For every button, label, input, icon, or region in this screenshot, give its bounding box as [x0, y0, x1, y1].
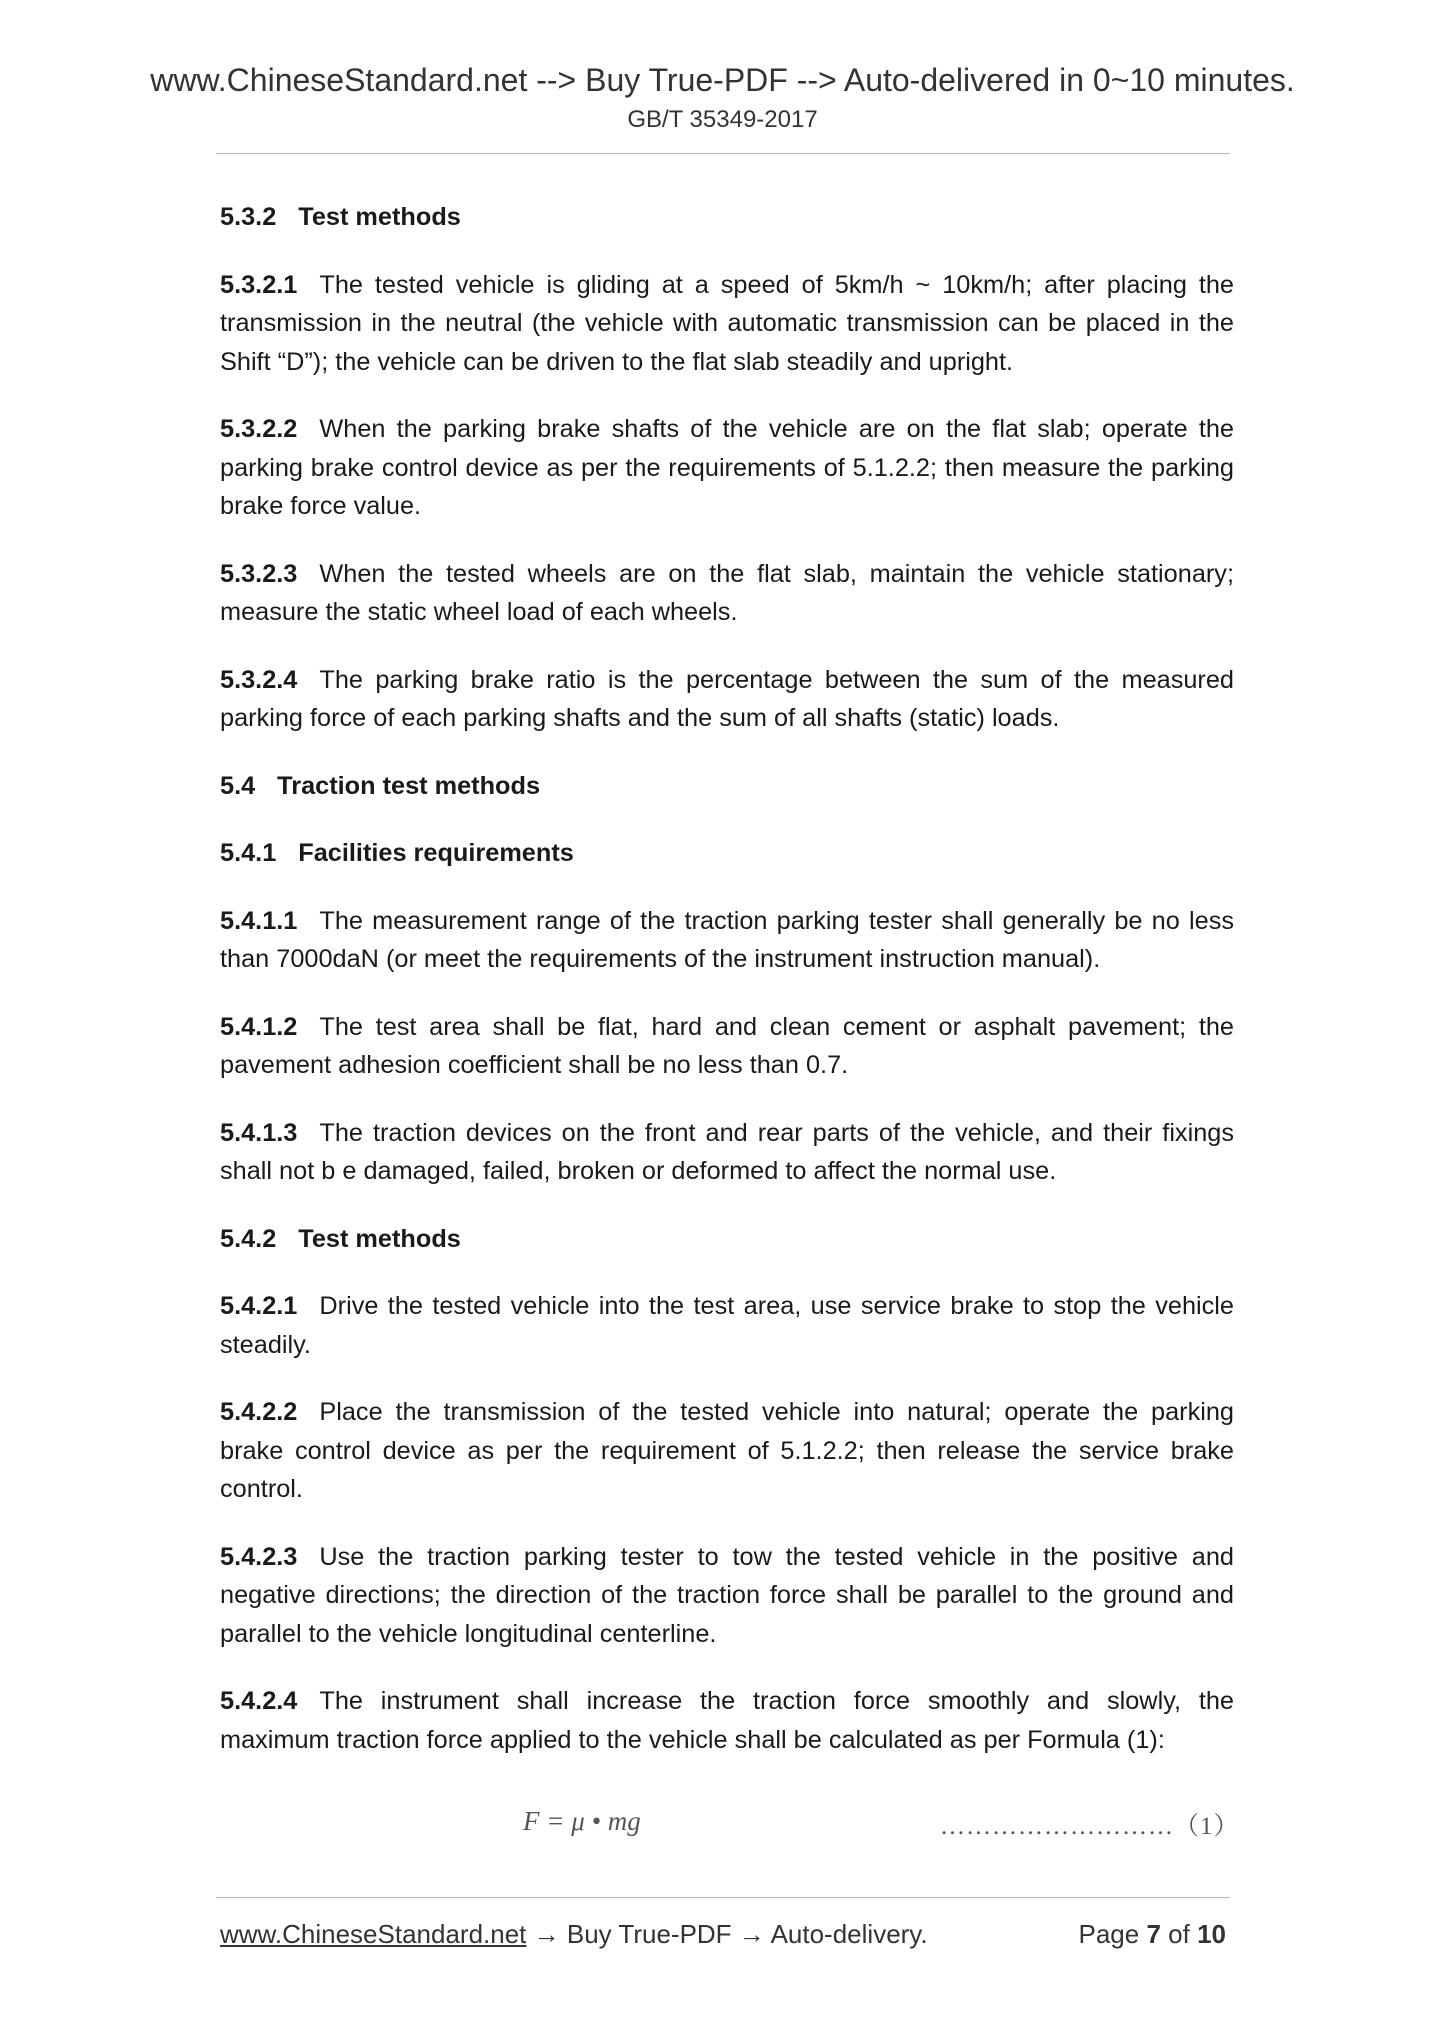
section-heading [220, 767, 1234, 806]
clause-paragraph [220, 1682, 1234, 1759]
clause-text: Drive the tested vehicle into the test area, use service brake to stop the vehicle steadily. [220, 1292, 1234, 1359]
clause-number: 5.3.2 [220, 203, 277, 231]
clause-number: 5.3.2.3 [220, 559, 298, 588]
footer-promo [220, 1919, 928, 1950]
page-of: of [1168, 1919, 1190, 1949]
clause-paragraph [220, 1008, 1234, 1085]
clause-paragraph [220, 1287, 1234, 1364]
clause-number: 5.3.2.2 [220, 415, 298, 443]
formula-1 [0, 1806, 1445, 1846]
clause-text: The test area shall be flat, hard and clean cement or asphalt pavement; the pavement adhesion coefficient shall be no less than 0.7. [220, 1012, 1234, 1079]
clause-number: 5.4.2.1 [220, 1292, 298, 1320]
clause-text: Use the traction parking tester to tow the tested vehicle in the positive and negative directions; the direction of the traction force shall be parallel to the ground and parallel to the vehicle longitudinal centerline. [220, 1542, 1234, 1648]
clause-number: 5.4.1.2 [220, 1012, 298, 1041]
clause-paragraph [220, 661, 1234, 738]
clause-number: 5.4.2.3 [220, 1542, 298, 1571]
clause-number: 5.4.2.2 [220, 1398, 298, 1426]
clause-number: 5.3.2.1 [220, 270, 298, 299]
clause-text: Place the transmission of the tested vehicle into natural; operate the parking brake control device as per the requirement of 5.1.2.2; then release the service brake control. [220, 1398, 1234, 1503]
section-heading [220, 198, 1234, 237]
clause-number: 5.4.1 [220, 839, 277, 867]
clause-text: The measurement range of the traction parking tester shall generally be no less than 7000daN (or meet the requirements of the instrument instruction manual). [220, 906, 1234, 973]
document-body [220, 198, 1234, 1788]
footer-tagline: → Buy True-PDF → Auto-delivery. [526, 1919, 928, 1949]
clause-paragraph [220, 1114, 1234, 1191]
clause-paragraph [220, 1538, 1234, 1654]
standard-code: GB/T 35349-2017 [627, 106, 818, 133]
clause-paragraph [220, 902, 1234, 979]
clause-paragraph [220, 1393, 1234, 1509]
clause-number: 5.4.1.3 [220, 1118, 298, 1147]
clause-text: When the parking brake shafts of the vehicle are on the flat slab; operate the parking brake control device as per the requirements of 5.1.2.2; then measure the parking brake force value. [220, 415, 1234, 520]
footer-site-link[interactable]: www.ChineseStandard.net [220, 1919, 527, 1949]
header-divider [216, 153, 1230, 154]
clause-text: The instrument shall increase the traction force smoothly and slowly, the maximum traction force applied to the vehicle shall be calculated as per Formula (1): [220, 1687, 1234, 1754]
heading-text: Test methods [298, 203, 461, 231]
clause-text: The traction devices on the front and rear parts of the vehicle, and their fixings shall not b e damaged, failed, broken or deformed to affect the normal use. [220, 1118, 1234, 1185]
section-heading [220, 1220, 1234, 1259]
clause-number: 5.4 [220, 771, 256, 800]
clause-number: 5.3.2.4 [220, 665, 298, 694]
clause-number: 5.4.1.1 [220, 906, 298, 935]
clause-text: The tested vehicle is gliding at a speed of 5km/h ~ 10km/h; after placing the transmission in the neutral (the vehicle with automatic transmission can be placed in the Shift “D”); the vehicle can be driven to the flat slab steadily and upright. [220, 270, 1234, 376]
page-indicator [1078, 1919, 1226, 1950]
clause-paragraph [220, 555, 1234, 632]
top-banner: www.ChineseStandard.net --> Buy True-PDF --> Auto-delivered in 0~10 minutes. [150, 62, 1295, 98]
formula-reference: ………………………（1） [940, 1813, 1240, 1840]
heading-text: Facilities requirements [298, 839, 574, 867]
formula-expression: F = μ • mg [523, 1806, 641, 1836]
page-current: 7 [1146, 1919, 1161, 1949]
clause-number: 5.4.2 [220, 1224, 277, 1253]
clause-number: 5.4.2.4 [220, 1687, 298, 1715]
heading-text: Traction test methods [277, 771, 541, 800]
section-heading [220, 834, 1234, 873]
page-label: Page [1078, 1919, 1140, 1949]
heading-text: Test methods [298, 1224, 461, 1253]
footer-divider [216, 1897, 1230, 1898]
page-total: 10 [1197, 1919, 1226, 1949]
clause-text: When the tested wheels are on the flat slab, maintain the vehicle stationary; measure the static wheel load of each wheels. [220, 559, 1234, 626]
clause-text: The parking brake ratio is the percentage between the sum of the measured parking force of each parking shafts and the sum of all shafts (static) loads. [220, 665, 1234, 732]
clause-paragraph [220, 266, 1234, 382]
clause-paragraph [220, 410, 1234, 526]
